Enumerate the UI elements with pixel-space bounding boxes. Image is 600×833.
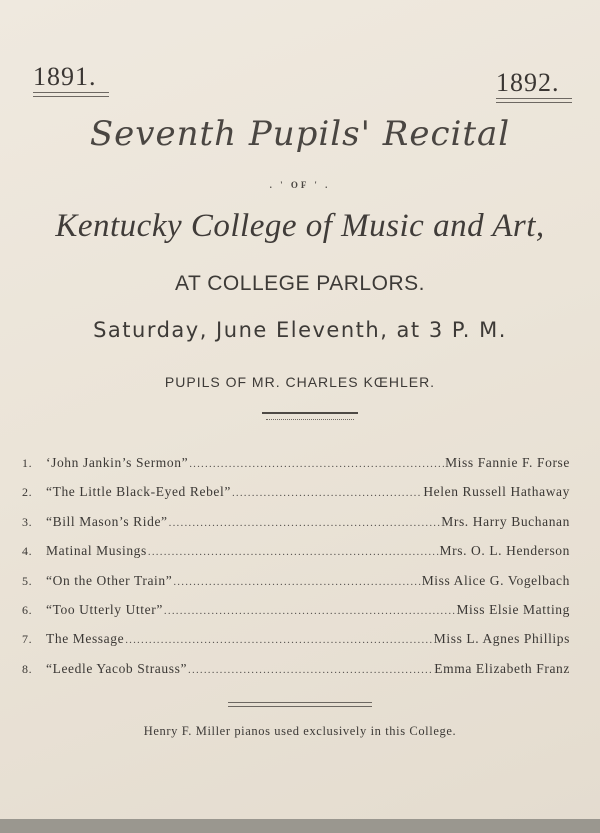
venue-line: AT COLLEGE PARLORS. <box>175 272 425 295</box>
dot-leader <box>125 634 433 646</box>
item-number: 6. <box>22 602 33 617</box>
of-line: . ' OF ' . <box>269 180 331 190</box>
item-number: 2. <box>22 485 33 500</box>
dot-leader <box>232 487 422 499</box>
date-line: Saturday, June Eleventh, at 3 P. M. <box>93 318 507 342</box>
item-number: 4. <box>22 544 33 559</box>
performer-name: Mrs. O. L. Henderson <box>439 543 570 559</box>
performer-name: Miss Elsie Matting <box>456 601 570 617</box>
piece-title: Matinal Musings <box>46 543 147 559</box>
performer-name: Mrs. Harry Buchanan <box>441 513 570 529</box>
year-right-underline <box>496 98 572 103</box>
teacher-line: PUPILS OF MR. CHARLES KŒHLER. <box>164 374 436 390</box>
piece-title: “Leedle Yacob Strauss” <box>46 660 188 676</box>
dot-leader <box>188 664 433 676</box>
performer-name: Miss Fannie F. Forse <box>445 455 570 470</box>
piece-title: The Message <box>46 631 125 647</box>
dot-leader <box>173 576 420 588</box>
program-list <box>22 455 570 690</box>
dot-leader <box>148 546 439 558</box>
piece-title: “The Little Black-Eyed Rebel” <box>46 484 231 500</box>
piece-title: “On the Other Train” <box>46 572 173 588</box>
program-item <box>22 573 570 599</box>
item-number: 3. <box>22 514 33 529</box>
performer-name: Emma Elizabeth Franz <box>434 660 570 676</box>
program-item <box>22 602 570 628</box>
dot-leader <box>169 517 441 529</box>
year-right: 1892. <box>496 68 560 97</box>
piece-title: “Bill Mason’s Ride” <box>46 513 168 529</box>
recital-title: Seventh Pupils' Recital <box>89 114 511 154</box>
program-item <box>22 514 570 540</box>
performer-name: Miss Alice G. Vogelbach <box>421 572 570 588</box>
item-number: 7. <box>22 632 33 647</box>
performer-name: Miss L. Agnes Phillips <box>433 631 570 647</box>
college-name: Kentucky College of Music and Art, <box>55 208 545 244</box>
piece-title: ‘John Jankin’s Sermon” <box>46 455 189 470</box>
program-item <box>22 455 570 481</box>
footer-note: Henry F. Miller pianos used exclusively in this College. <box>143 724 457 738</box>
closing-divider <box>228 702 372 707</box>
piece-title: “Too Utterly Utter” <box>46 601 163 617</box>
dot-leader <box>189 458 444 470</box>
program-item <box>22 484 570 510</box>
item-number: 1. <box>22 456 33 470</box>
item-number: 5. <box>22 573 33 588</box>
program-item <box>22 543 570 569</box>
item-number: 8. <box>22 661 33 676</box>
ornament-divider <box>262 412 358 426</box>
program-item <box>22 631 570 657</box>
year-left-underline <box>33 92 109 97</box>
program-item <box>22 661 570 687</box>
year-left: 1891. <box>33 62 97 91</box>
performer-name: Helen Russell Hathaway <box>423 484 570 500</box>
dot-leader <box>164 605 456 617</box>
